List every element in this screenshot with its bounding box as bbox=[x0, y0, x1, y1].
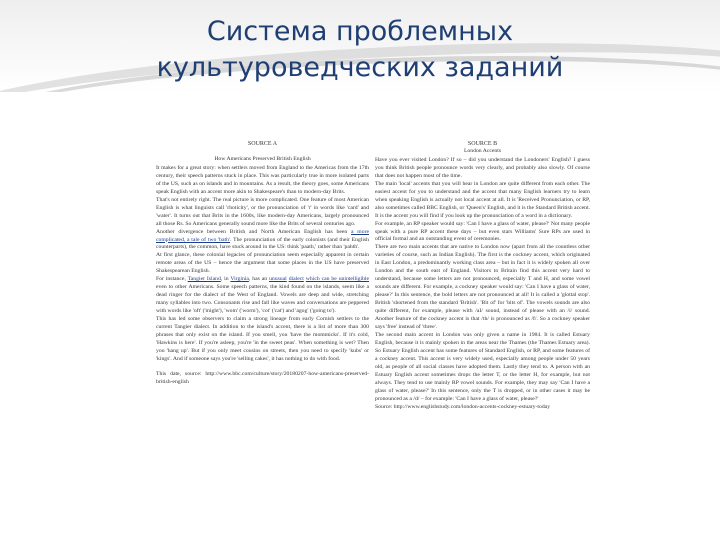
title-line-1: Система проблемных bbox=[206, 16, 514, 47]
source-a-column bbox=[156, 140, 369, 387]
slide-title bbox=[0, 14, 720, 86]
source-b-paragraph-3: For example, an RP speaker would say: 'Can I have a glass of water, please?' Not many people speak with a pure RP accent these days – but even stars Williams' Sure RPs are used in official formal and an outstanding event of ceremonies. bbox=[375, 220, 590, 243]
source-a-paragraph-1: It makes for a great story: when settlers moved from England to the Americas from the 17th century, their speech patterns stuck in place. This was particularly true in more isolated parts of the US, such as on islands and in mountains. As a result, the theory goes, some Americans speak English with an accent more akin to Shakespeare's than to modern-day Brits. bbox=[156, 164, 369, 195]
unintelligible-link[interactable]: which can be unintelligible bbox=[305, 276, 370, 283]
source-a-paragraph-6: This has led some observers to claim a strong lineage from early Cornish settlers to the current Tangier dialect. In addition to the island's accent, there is a list of more than 300 phrases that only exist on the island. If you smell, you 'have the mommicks'. If it's cold, 'Hawkins is here'. If you're asleep, you're 'in the sweet peas'. When something is wet? Then you 'hang up'. But if you only meet cousins on streets, then you need to specify 'kubs' or 'kings'. And if someone says you're 'selling cakes', it has nothing to do with food. bbox=[156, 316, 369, 362]
virginia-link[interactable]: Virginia bbox=[230, 276, 249, 283]
source-a-subheading: How Americans Preserved British English bbox=[214, 156, 311, 162]
source-b-subheading: London Accents bbox=[463, 148, 502, 154]
source-a-heading: SOURCE A bbox=[247, 141, 278, 147]
source-b-paragraph-1: Have you ever visited London? If so – did you understand the Londoners' English? I guess you think British people pronounce words very clearly, and probably also slowly. Of course that does not happen most of the time. bbox=[375, 156, 590, 179]
source-a-paragraph-5: For instance, Tangier Island, in Virginia, has an unusual dialect which can be unintelligible even to other Americans. Some speech patterns, the kind found on the islands, seem like a dead ringer for the dialect of the West of England. Vowels are deep and wide, stretching many syllables into two. Consonants rise and fall like waves and conversations are peppered with words like 'oft' ('might'), 'wom' ('worm'), 'cot' ('cat') and 'agog' ('going to'). bbox=[156, 276, 370, 315]
source-b-paragraph-4: There are two main accents that are native to London now (apart from all the countless other varieties of course, such as Indian English). The first is the cockney accent, which originated in East London, a predominantly working class area – but in fact it is widely spoken all over London and the south east of England. Visitors to Britain find this accent very hard to understand, because some letters are not pronounced, especially T and H, and some vowel sounds are different. For example, a cockney speaker would say: 'Can I have a glass of water, please?' In this sentence, the bold letters are not pronounced at all! It is called a 'glottal stop'. British 'shortened from the standard 'British'. 'Bit of' for 'bits of'. The vowels sounds are also quite different, for example, please with /aI/ sound, instead of please with an /i/ sound. Another feature of the cockney accent is that /th/ is pronounced as /f/. So a cockney speaker says 'free' instead of 'three'. bbox=[375, 244, 590, 330]
dialect-link[interactable]: dialect bbox=[288, 276, 304, 283]
source-a-inline-link[interactable]: a more complicated, a tale of two 'bath' bbox=[156, 228, 369, 243]
source-b-citation: Source: http://www.englishstudy.com/london-accents-cockney-estuary-today bbox=[375, 403, 551, 410]
source-b-heading: SOURCE B bbox=[467, 141, 498, 147]
source-a-paragraph-2: That's not entirely right. The real picture is more complicated. One feature of most American English is what linguists call 'rhoticity', or the pronunciation of 'r' in words like 'card' and 'water'. It turns out that Brits in the 1600s, like modern-day Americans, largely pronounced all those Rs. So Americans generally sound more like the Brits of several centuries ago. bbox=[156, 196, 369, 227]
slide-header bbox=[0, 0, 720, 92]
tangier-island-link[interactable]: Tangier Island bbox=[187, 276, 221, 283]
source-b-paragraph-2: The main 'local' accents that you will hear in London are quite different from each other. The easiest accent for you to understand and the accent that many English learners try to learn when speaking English is actually not local accent at all. It is 'Received Pronunciation, or RP, also sometimes called BBC English, or 'Queen's' English, and it is the Standard British accent. It is the accent you will find if you look up the pronunciation of a word in a dictionary. bbox=[375, 180, 590, 219]
title-line-2: культуроведческих заданий bbox=[156, 52, 564, 83]
source-a-paragraph-3: Another divergence between British and North American English has been a more complicated, a tale of two 'bath'. The pronunciation of the early colonists (and their English counterparts), the common, have stuck around in the US: think 'paath,' rather than 'pahth'. bbox=[156, 228, 370, 251]
source-b-column bbox=[375, 140, 590, 411]
unusual-link[interactable]: unusual bbox=[269, 276, 287, 283]
source-b-paragraph-5: The second main accent in London was only given a name in 1984. It is called Estuary English, because it is mainly spoken in the areas near the Thames (the Thames Estuary area). So Estuary English accent has some features of Standard English, or RP, and some features of a cockney accent. This accent is very widely used, especially among people under 50 years old, as people of all social classes have adopted them. Lastly they tend to. A person with an Estuary English accent sometimes drops the letter T, or the letter H, for example, but not always. They tend to use mainly RP vowel sounds. For example, they may say 'Can I have a glass of water, please?' In this sentence, only the T is dropped, or in other cases it may be pronounced as a /d/ – for example: 'Can I have a glass of water, please?' bbox=[375, 331, 590, 402]
source-a-paragraph-4: At first glance, these colonial legacies of pronunciation seem especially apparent in certain remote areas of the US – hence the argument that some places in the US have preserved Shakespearean English. bbox=[156, 252, 369, 275]
source-a-citation: This date, source: http://www.bbc.com/culture/story/20180207-how-americans-preserved-british-english bbox=[156, 370, 369, 385]
